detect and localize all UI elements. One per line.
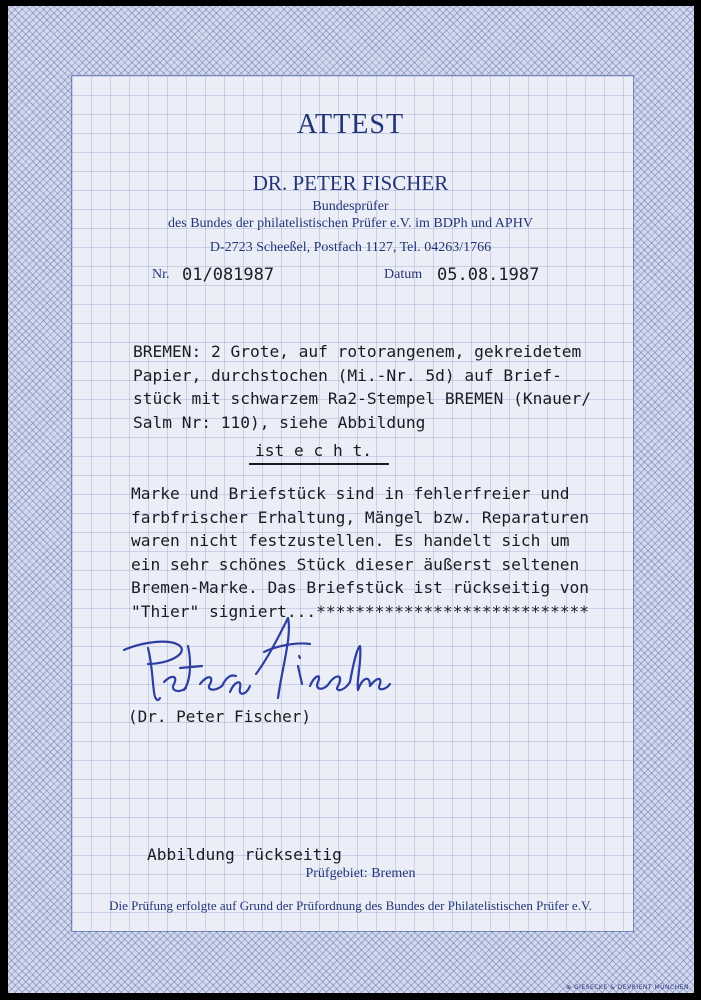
illustration-note: Abbildung rückseitig bbox=[147, 845, 342, 864]
printer-logo-icon: ⊕ bbox=[565, 984, 572, 991]
printer-imprint bbox=[566, 984, 689, 991]
examiner-role: Bundesprüfer bbox=[312, 199, 389, 214]
stamp-description: BREMEN: 2 Grote, auf rotorangenem, gekreidetem Papier, durchstochen (Mi.-Nr. 5d) auf Brief- stück mit schwarzem Ra2-Stempel BREMEN (Knauer/ Salm Nr: 110), siehe Abbildung bbox=[133, 342, 592, 432]
test-area: Prüfgebiet: Bremen bbox=[305, 866, 416, 881]
legal-footer: Die Prüfung erfolgte auf Grund der Prüfordnung des Bundes der Philatelistischen Prüfer e.V. bbox=[109, 898, 592, 913]
handwritten-signature bbox=[118, 612, 393, 712]
signatory-printed-name: (Dr. Peter Fischer) bbox=[128, 707, 312, 726]
certificate-title: ATTEST bbox=[296, 109, 405, 140]
condition-details: Marke und Briefstück sind in fehlerfreier und farbfrischer Erhaltung, Mängel bzw. Reparaturen waren nicht festzustellen. Es handelt sich um ein sehr schönes Stück dieser äußerst seltenen Bremen-Marke. Das Briefstück ist rückseitig von "Thier" signiert...**************************** bbox=[131, 484, 590, 621]
verdict-underline bbox=[249, 463, 389, 465]
examiner-association: des Bundes der philatelistischen Prüfer e.V. im BDPh und APHV bbox=[168, 216, 533, 231]
printer-name: GIESECKE & DEVRIENT MÜNCHEN bbox=[573, 984, 689, 991]
certificate-date-label: Datum bbox=[384, 267, 423, 282]
certificate-number-label: Nr. bbox=[152, 267, 170, 282]
examiner-address: D-2723 Scheeßel, Postfach 1127, Tel. 04263/1766 bbox=[209, 240, 492, 255]
examiner-name: DR. PETER FISCHER bbox=[252, 171, 449, 195]
verdict-text: ist e c h t. bbox=[255, 441, 372, 460]
certificate-number: 01/081987 bbox=[182, 265, 275, 285]
certificate-date: 05.08.1987 bbox=[437, 265, 540, 285]
